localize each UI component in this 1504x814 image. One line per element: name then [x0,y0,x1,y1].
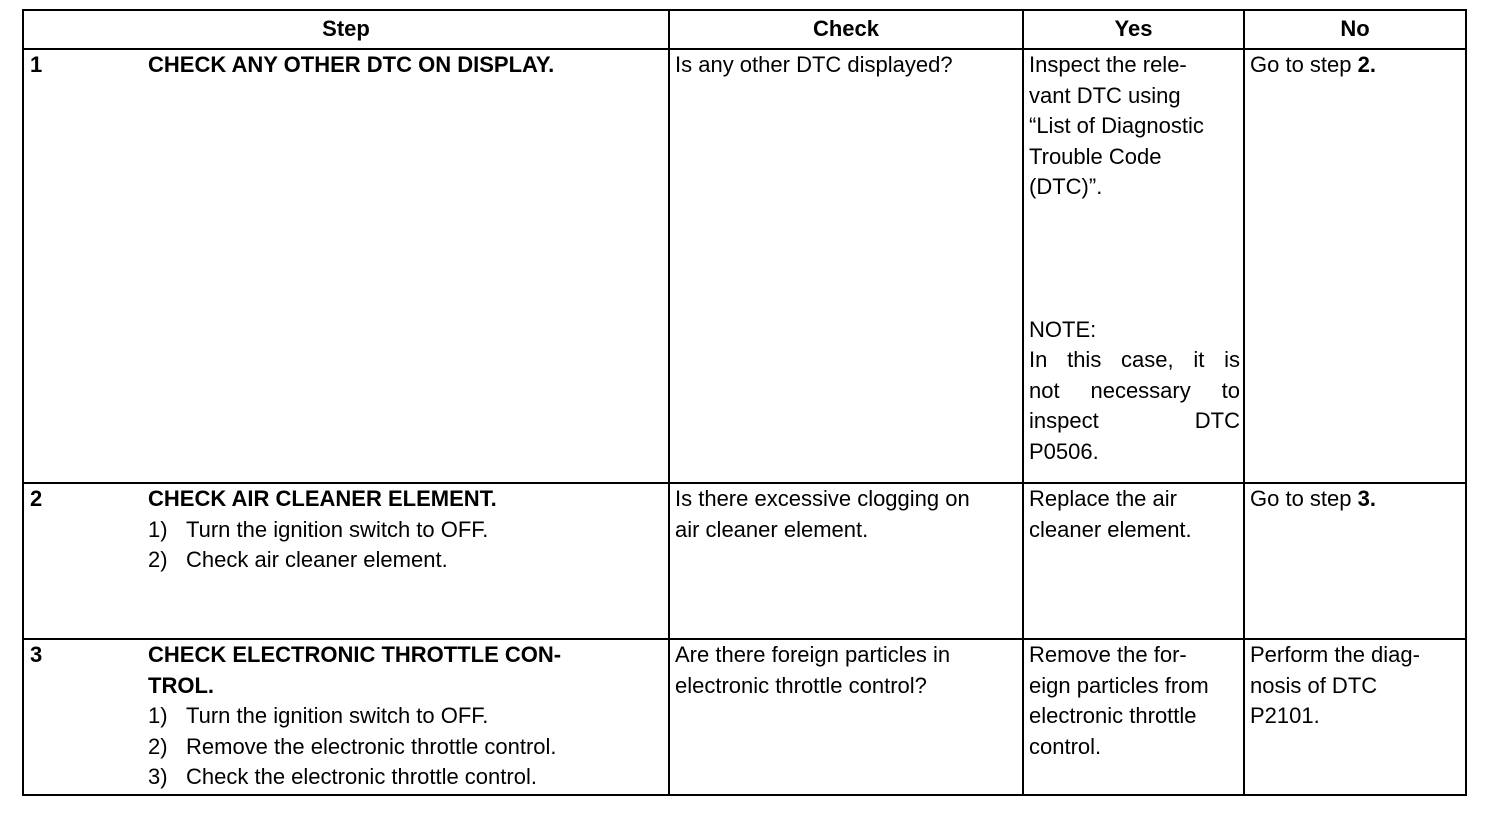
substep-text: Remove the electronic throttle control. [186,733,557,759]
substep-text: Turn the ignition switch to OFF. [186,703,489,728]
substep-text: Check air cleaner element. [186,547,448,572]
header-no: No [1244,10,1466,49]
header-yes: Yes [1023,10,1244,49]
substep-item [148,545,662,576]
substep-item [148,732,662,763]
yes-line: eign particles from [1029,672,1209,698]
step-title: TROL. [148,672,214,698]
step-number: 1 [30,52,43,77]
yes-line: “List of Diagnostic [1029,113,1204,138]
yes-cell [1023,639,1244,795]
substep-number: 2) [148,547,168,572]
check-text: Is any other DTC displayed? [675,52,953,77]
step-title: CHECK AIR CLEANER ELEMENT. [148,486,497,511]
yes-line: Trouble Code [1029,143,1162,169]
table-row [23,483,1466,639]
substep-number: 2) [148,733,168,759]
check-line: Is there excessive clogging on [675,486,970,511]
step-title: CHECK ELECTRONIC THROTTLE CON- [148,642,562,667]
note-line: P0506. [1029,438,1099,464]
no-text: Go to step [1250,52,1358,77]
yes-line: Remove the for- [1029,642,1187,667]
note-line: In this case, it is [1029,347,1240,372]
step-body [148,50,668,81]
substep-list [148,701,662,793]
yes-line: Replace the air [1029,486,1177,511]
yes-line: vant DTC using [1029,82,1181,108]
step-number: 3 [30,642,43,667]
check-cell [669,483,1023,639]
substep-text: Turn the ignition switch to OFF. [186,516,489,542]
substep-list [148,515,662,576]
substep-item [148,762,662,793]
no-line: Perform the diag- [1250,642,1420,667]
no-cell [1244,49,1466,483]
no-step-ref: 3. [1357,486,1376,511]
note-block [1029,315,1240,468]
note-line: inspect DTC [1029,408,1240,433]
table-row [23,639,1466,795]
check-cell [669,639,1023,795]
step-title: CHECK ANY OTHER DTC ON DISPLAY. [148,52,555,77]
diagnostic-table [22,9,1467,796]
substep-item [148,701,662,732]
yes-line: electronic throttle [1029,703,1197,728]
substep-number: 3) [148,764,168,789]
yes-line: (DTC)”. [1029,174,1103,199]
header-check: Check [669,10,1023,49]
yes-cell [1023,483,1244,639]
header-row [23,10,1466,49]
check-line: Are there foreign particles in [675,642,951,667]
yes-line: control. [1029,733,1102,759]
substep-number: 1) [148,703,168,728]
check-line: air cleaner element. [675,516,869,542]
step-cell [23,639,669,795]
step-body [148,640,668,793]
check-cell [669,49,1023,483]
yes-line: cleaner element. [1029,516,1192,542]
no-line: nosis of DTC [1250,672,1378,698]
yes-cell [1023,49,1244,483]
step-cell [23,483,669,639]
no-step-ref: 2. [1357,52,1376,77]
note-label: NOTE: [1029,316,1097,342]
substep-item [148,515,662,546]
no-line: P2101. [1250,703,1320,728]
substep-number: 1) [148,516,168,542]
substep-text: Check the electronic throttle control. [186,764,537,789]
step-body [148,484,668,576]
no-cell [1244,639,1466,795]
check-line: electronic throttle control? [675,672,927,698]
step-number: 2 [30,486,43,511]
header-step: Step [23,10,669,49]
table-row [23,49,1466,483]
note-line: not necessary to [1029,377,1240,403]
no-text: Go to step [1250,486,1358,511]
step-cell [23,49,669,483]
yes-line: Inspect the rele- [1029,52,1187,77]
no-cell [1244,483,1466,639]
